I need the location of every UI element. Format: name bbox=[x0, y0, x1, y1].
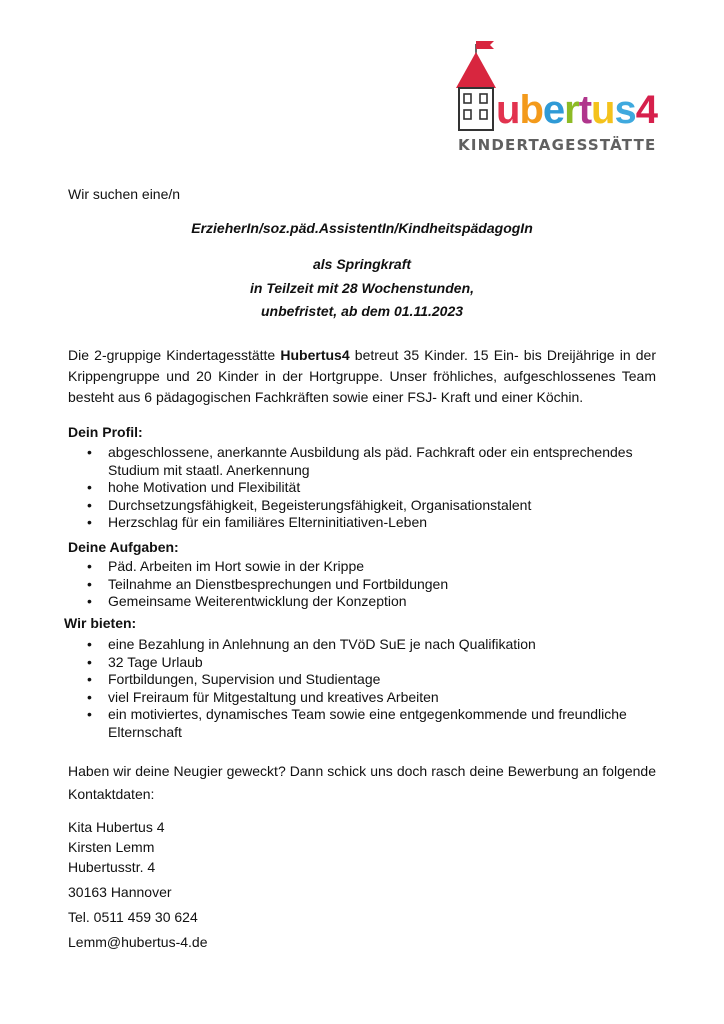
contact-person: Kirsten Lemm bbox=[68, 839, 155, 855]
list-item: • Herzschlag für ein familiäres Elterninitiativen-Leben bbox=[68, 514, 668, 532]
list-item: • abgeschlossene, anerkannte Ausbildung als päd. Fachkraft oder ein entsprechendes Studium mit staatl. Anerkennung bbox=[68, 444, 668, 479]
logo-letter: b bbox=[519, 88, 543, 132]
logo-letter: 4 bbox=[635, 88, 657, 132]
contact-email[interactable]: Lemm@hubertus-4.de bbox=[68, 934, 208, 950]
list-item: • ein motiviertes, dynamisches Team sowie eine entgegenkommende und freundliche Elternschaft bbox=[68, 706, 668, 741]
contact-org: Kita Hubertus 4 bbox=[68, 819, 165, 835]
closing-paragraph: Haben wir deine Neugier geweckt? Dann schick uns doch rasch deine Bewerbung an folgende Kontaktdaten: bbox=[68, 763, 656, 802]
list-item-continuation: Studium mit staatl. Anerkennung bbox=[108, 461, 310, 478]
logo-letter: t bbox=[578, 88, 592, 132]
list-item: • Teilnahme an Dienstbesprechungen und Fortbildungen bbox=[68, 576, 668, 594]
position-line: in Teilzeit mit 28 Wochenstunden, bbox=[249, 280, 475, 296]
roof-icon bbox=[456, 52, 496, 88]
logo-letter: s bbox=[614, 88, 636, 132]
description-paragraph bbox=[68, 345, 656, 408]
contact-phone: Tel. 0511 459 30 624 bbox=[68, 909, 198, 925]
list-item: • Gemeinsame Weiterentwicklung der Konzeption bbox=[68, 593, 668, 611]
tasks-list bbox=[68, 558, 668, 611]
profile-list bbox=[68, 444, 668, 532]
list-item: • viel Freiraum für Mitgestaltung und kreatives Arbeiten bbox=[68, 689, 668, 707]
kita-name: Hubertus4 bbox=[280, 347, 350, 363]
list-item-continuation: Elternschaft bbox=[108, 723, 182, 740]
position-title: ErzieherIn/soz.päd.AssistentIn/KindheitspädagogIn bbox=[191, 220, 533, 236]
list-item: • 32 Tage Urlaub bbox=[68, 654, 668, 672]
contact-street: Hubertusstr. 4 bbox=[68, 859, 156, 875]
description-after: betreut 35 Kinder. 15 Ein- bis Dreijährige in der Krippengruppe und 20 Kinder in der Hortgruppe. Unser fröhliches, aufgeschlossenes Team besteht aus 6 pädagogischen Fachkräften sowie einer FSJ- Kraft und einer Köchin. bbox=[68, 347, 656, 405]
tasks-heading: Deine Aufgaben: bbox=[68, 539, 179, 555]
contact-city: 30163 Hannover bbox=[68, 884, 172, 900]
logo-letter: e bbox=[542, 88, 565, 132]
profile-heading: Dein Profil: bbox=[68, 424, 143, 440]
logo-subtitle: KINDERTAGESSTÄTTE bbox=[458, 136, 657, 154]
logo-letter: u bbox=[496, 88, 520, 132]
hubertus4-logo bbox=[452, 38, 667, 156]
list-item: • Päd. Arbeiten im Hort sowie in der Krippe bbox=[68, 558, 668, 576]
intro-text: Wir suchen eine/n bbox=[68, 186, 181, 202]
logo-letter: r bbox=[564, 88, 579, 132]
list-item: • Durchsetzungsfähigkeit, Begeisterungsfähigkeit, Organisationstalent bbox=[68, 497, 668, 515]
logo-wordmark bbox=[496, 90, 657, 130]
offer-heading: Wir bieten: bbox=[64, 615, 137, 631]
list-item: • hohe Motivation und Flexibilität bbox=[68, 479, 668, 497]
description-before: Die 2-gruppige Kindertagesstätte bbox=[68, 347, 281, 363]
list-item: • eine Bezahlung in Anlehnung an den TVöD SuE je nach Qualifikation bbox=[68, 636, 668, 654]
position-line: unbefristet, ab dem 01.11.2023 bbox=[260, 303, 464, 319]
position-line: als Springkraft bbox=[312, 256, 412, 272]
logo-letter: u bbox=[591, 88, 615, 132]
flag-icon bbox=[476, 41, 494, 49]
offer-list bbox=[68, 636, 668, 741]
list-item: • Fortbildungen, Supervision und Studientage bbox=[68, 671, 668, 689]
